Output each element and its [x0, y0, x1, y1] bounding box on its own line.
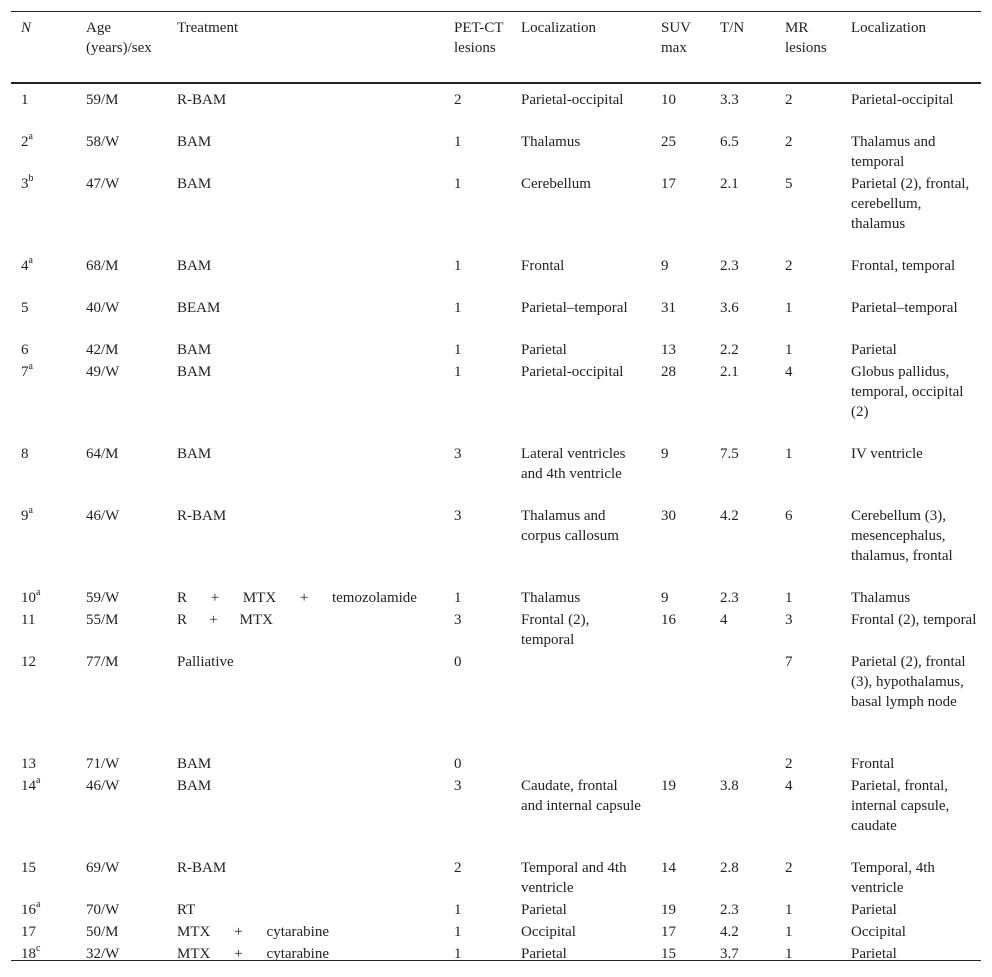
footnote-marker: a [36, 899, 41, 910]
row-mr-lesions: 1 [785, 590, 793, 606]
row-age-sex: 40/W [86, 300, 120, 316]
row-suv-max: 15 [661, 946, 676, 962]
row-suv-max: 19 [661, 778, 676, 794]
row-suv-max: 19 [661, 902, 676, 918]
row-pet-ct-lesions: 1 [454, 902, 462, 918]
row-pet-ct-lesions: 2 [454, 860, 462, 876]
table-row [11, 356, 981, 438]
row-suv-max: 25 [661, 134, 676, 150]
row-age-sex: 47/W [86, 176, 120, 192]
row-mr-lesions: 1 [785, 902, 793, 918]
row-age-sex: 55/M [86, 612, 119, 628]
row-mr-lesions: 1 [785, 342, 793, 358]
table-row [11, 84, 981, 126]
header-treatment: Treatment [177, 20, 239, 36]
table-row [11, 916, 981, 938]
row-age-sex: 46/W [86, 778, 120, 794]
row-mr-localization: Frontal [851, 756, 895, 772]
row-tn: 2.3 [720, 902, 739, 918]
row-suv-max: 31 [661, 300, 676, 316]
row-number-value: 15 [21, 860, 36, 876]
row-tn: 3.3 [720, 92, 739, 108]
row-suv-max: 10 [661, 92, 676, 108]
row-tn: 2.8 [720, 860, 739, 876]
table-row [11, 894, 981, 916]
row-tn: 2.3 [720, 258, 739, 274]
row-tn: 2.1 [720, 176, 739, 192]
row-mr-lesions: 1 [785, 300, 793, 316]
table-body [11, 84, 981, 960]
row-mr-localization: Globus pallidus, temporal, occipital (2) [851, 364, 964, 420]
row-mr-localization: Parietal–temporal [851, 300, 958, 316]
row-mr-lesions: 2 [785, 92, 793, 108]
header-n: N [21, 20, 32, 36]
row-pet-ct-lesions: 3 [454, 778, 462, 794]
treatment-text: R + MTX + temozolamide [177, 590, 417, 606]
header-tn: T/N [720, 20, 745, 36]
row-age-sex: 42/M [86, 342, 119, 358]
row-suv-max: 9 [661, 258, 669, 274]
row-mr-lesions: 4 [785, 364, 793, 380]
row-age-sex: 64/M [86, 446, 119, 462]
row-mr-lesions: 1 [785, 446, 793, 462]
row-localization: Temporal and 4th ventricle [521, 860, 627, 896]
row-pet-ct-lesions: 1 [454, 176, 462, 192]
row-pet-ct-lesions: 1 [454, 946, 462, 962]
row-treatment: R-BAM [177, 92, 227, 108]
row-localization: Occipital [521, 924, 576, 940]
row-treatment [177, 944, 447, 964]
row-mr-localization: Parietal [851, 342, 897, 358]
row-suv-max: 14 [661, 860, 676, 876]
row-localization: Parietal [521, 342, 567, 358]
row-number-value: 18 [21, 946, 36, 962]
row-treatment: R-BAM [177, 860, 227, 876]
row-pet-ct-lesions: 1 [454, 300, 462, 316]
row-number [21, 506, 81, 526]
row-number-value: 11 [21, 612, 36, 628]
row-age-sex: 68/M [86, 258, 119, 274]
row-number [21, 610, 81, 630]
row-tn: 4.2 [720, 508, 739, 524]
row-localization: Thalamus [521, 134, 581, 150]
row-number [21, 256, 81, 276]
row-tn: 2.1 [720, 364, 739, 380]
row-pet-ct-lesions: 1 [454, 342, 462, 358]
row-number-value: 2 [21, 134, 29, 150]
row-number [21, 444, 81, 464]
row-treatment: BAM [177, 134, 212, 150]
row-mr-localization: Occipital [851, 924, 906, 940]
row-mr-lesions: 5 [785, 176, 793, 192]
header-mr-localization: Localization [851, 20, 926, 36]
row-mr-localization: Thalamus [851, 590, 911, 606]
row-mr-lesions: 6 [785, 508, 793, 524]
row-suv-max: 30 [661, 508, 676, 524]
footnote-marker: a [36, 775, 41, 786]
row-mr-localization: Parietal (2), frontal (3), hypothalamus, basal lymph node [851, 654, 966, 710]
row-number-value: 7 [21, 364, 29, 380]
row-pet-ct-lesions: 3 [454, 446, 462, 462]
row-suv-max: 9 [661, 446, 669, 462]
footnote-marker: a [28, 361, 33, 372]
row-localization: Parietal–temporal [521, 300, 628, 316]
row-age-sex: 71/W [86, 756, 120, 772]
row-number [21, 132, 81, 152]
row-tn: 2.2 [720, 342, 739, 358]
row-age-sex: 46/W [86, 508, 120, 524]
row-number-value: 1 [21, 92, 29, 108]
row-tn: 4.2 [720, 924, 739, 940]
row-treatment: BAM [177, 176, 212, 192]
row-age-sex: 70/W [86, 902, 120, 918]
row-mr-lesions: 2 [785, 756, 793, 772]
row-number-value: 10 [21, 590, 36, 606]
header-localization: Localization [521, 20, 596, 36]
row-tn: 2.3 [720, 590, 739, 606]
row-localization: Frontal (2), temporal [521, 612, 590, 648]
table-row [11, 500, 981, 582]
row-localization: Lateral ventricles and 4th ventricle [521, 446, 626, 482]
row-age-sex: 69/W [86, 860, 120, 876]
row-mr-lesions: 4 [785, 778, 793, 794]
row-age-sex: 50/M [86, 924, 119, 940]
row-treatment: BAM [177, 756, 212, 772]
row-mr-lesions: 2 [785, 134, 793, 150]
treatment-text: MTX + cytarabine [177, 924, 329, 940]
row-treatment [177, 610, 447, 630]
row-number [21, 90, 81, 110]
row-localization: Cerebellum [521, 176, 591, 192]
row-number-value: 16 [21, 902, 36, 918]
row-tn: 3.8 [720, 778, 739, 794]
footnote-marker: a [28, 505, 33, 516]
row-age-sex: 59/W [86, 590, 120, 606]
row-mr-localization: Parietal-occipital [851, 92, 954, 108]
row-treatment: BAM [177, 342, 212, 358]
row-pet-ct-lesions: 3 [454, 508, 462, 524]
table-row [11, 938, 981, 960]
row-mr-lesions: 3 [785, 612, 793, 628]
table-row [11, 582, 981, 604]
table-header [11, 12, 981, 84]
row-mr-lesions: 2 [785, 258, 793, 274]
row-suv-max: 9 [661, 590, 669, 606]
row-number-value: 13 [21, 756, 36, 772]
row-pet-ct-lesions: 0 [454, 654, 462, 670]
row-mr-localization: Frontal, temporal [851, 258, 956, 274]
row-treatment: BEAM [177, 300, 221, 316]
table-row [11, 334, 981, 356]
row-mr-localization: Thalamus and temporal [851, 134, 936, 170]
table-row [11, 292, 981, 334]
row-mr-localization: Parietal, frontal, internal capsule, caudate [851, 778, 950, 834]
header-mr: MR lesions [785, 20, 827, 56]
row-mr-localization: Parietal [851, 946, 897, 962]
table-row [11, 438, 981, 500]
header-age: Age (years)/sex [86, 20, 152, 56]
row-age-sex: 59/M [86, 92, 119, 108]
row-suv-max: 28 [661, 364, 676, 380]
row-age-sex: 49/W [86, 364, 120, 380]
row-localization: Frontal [521, 258, 565, 274]
row-pet-ct-lesions: 1 [454, 134, 462, 150]
row-number [21, 174, 81, 194]
table-row [11, 168, 981, 250]
row-treatment: BAM [177, 258, 212, 274]
table-row [11, 604, 981, 646]
row-localization: Caudate, frontal and internal capsule [521, 778, 641, 814]
row-mr-lesions: 7 [785, 654, 793, 670]
row-pet-ct-lesions: 1 [454, 924, 462, 940]
row-number-value: 12 [21, 654, 36, 670]
row-localization: Parietal-occipital [521, 92, 624, 108]
table-row [11, 852, 981, 894]
row-number [21, 652, 81, 672]
row-mr-localization: IV ventricle [851, 446, 923, 462]
footnote-marker: a [36, 587, 41, 598]
row-mr-lesions: 2 [785, 860, 793, 876]
footnote-marker: a [28, 255, 33, 266]
row-number [21, 298, 81, 318]
row-suv-max: 17 [661, 924, 676, 940]
row-mr-lesions: 1 [785, 924, 793, 940]
row-pet-ct-lesions: 0 [454, 756, 462, 772]
row-number-value: 14 [21, 778, 36, 794]
row-pet-ct-lesions: 3 [454, 612, 462, 628]
row-mr-localization: Temporal, 4th ventricle [851, 860, 935, 896]
treatment-text: MTX + cytarabine [177, 946, 329, 962]
row-mr-localization: Parietal [851, 902, 897, 918]
row-tn: 6.5 [720, 134, 739, 150]
row-age-sex: 32/W [86, 946, 120, 962]
row-suv-max: 13 [661, 342, 676, 358]
row-mr-localization: Frontal (2), temporal [851, 612, 977, 628]
row-number [21, 362, 81, 382]
row-localization: Parietal [521, 902, 567, 918]
row-pet-ct-lesions: 1 [454, 590, 462, 606]
table-row [11, 748, 981, 770]
row-number [21, 776, 81, 796]
data-table [11, 11, 981, 961]
row-number-value: 17 [21, 924, 36, 940]
table-row [11, 646, 981, 748]
row-number-value: 6 [21, 342, 29, 358]
row-treatment: RT [177, 902, 196, 918]
row-treatment: R-BAM [177, 508, 227, 524]
row-tn: 7.5 [720, 446, 739, 462]
row-treatment: Palliative [177, 654, 234, 670]
row-mr-lesions: 1 [785, 946, 793, 962]
row-number-value: 9 [21, 508, 29, 524]
row-number [21, 944, 81, 964]
row-tn: 3.7 [720, 946, 739, 962]
header-pet-ct: PET-CT lesions [454, 20, 504, 56]
row-suv-max: 17 [661, 176, 676, 192]
row-pet-ct-lesions: 1 [454, 258, 462, 274]
table-row [11, 126, 981, 168]
row-number-value: 3 [21, 176, 29, 192]
footnote-marker: c [36, 943, 41, 954]
row-age-sex: 58/W [86, 134, 120, 150]
row-localization: Parietal-occipital [521, 364, 624, 380]
row-pet-ct-lesions: 1 [454, 364, 462, 380]
row-number-value: 5 [21, 300, 29, 316]
row-suv-max: 16 [661, 612, 676, 628]
row-tn: 4 [720, 612, 728, 628]
footnote-marker: b [28, 173, 34, 184]
table-row [11, 250, 981, 292]
row-localization: Parietal [521, 946, 567, 962]
row-localization: Thalamus and corpus callosum [521, 508, 619, 544]
row-tn: 3.6 [720, 300, 739, 316]
row-localization: Thalamus [521, 590, 581, 606]
row-treatment: BAM [177, 778, 212, 794]
row-number-value: 4 [21, 258, 29, 274]
footnote-marker: a [28, 131, 33, 142]
treatment-text: R + MTX [177, 612, 273, 628]
table-row [11, 770, 981, 852]
row-number-value: 8 [21, 446, 29, 462]
row-pet-ct-lesions: 2 [454, 92, 462, 108]
row-number [21, 858, 81, 878]
row-treatment: BAM [177, 446, 212, 462]
header-suv: SUV max [661, 20, 691, 56]
row-mr-localization: Parietal (2), frontal, cerebellum, thalamus [851, 176, 970, 232]
row-age-sex: 77/M [86, 654, 119, 670]
row-mr-localization: Cerebellum (3), mesencephalus, thalamus, frontal [851, 508, 953, 564]
row-treatment: BAM [177, 364, 212, 380]
